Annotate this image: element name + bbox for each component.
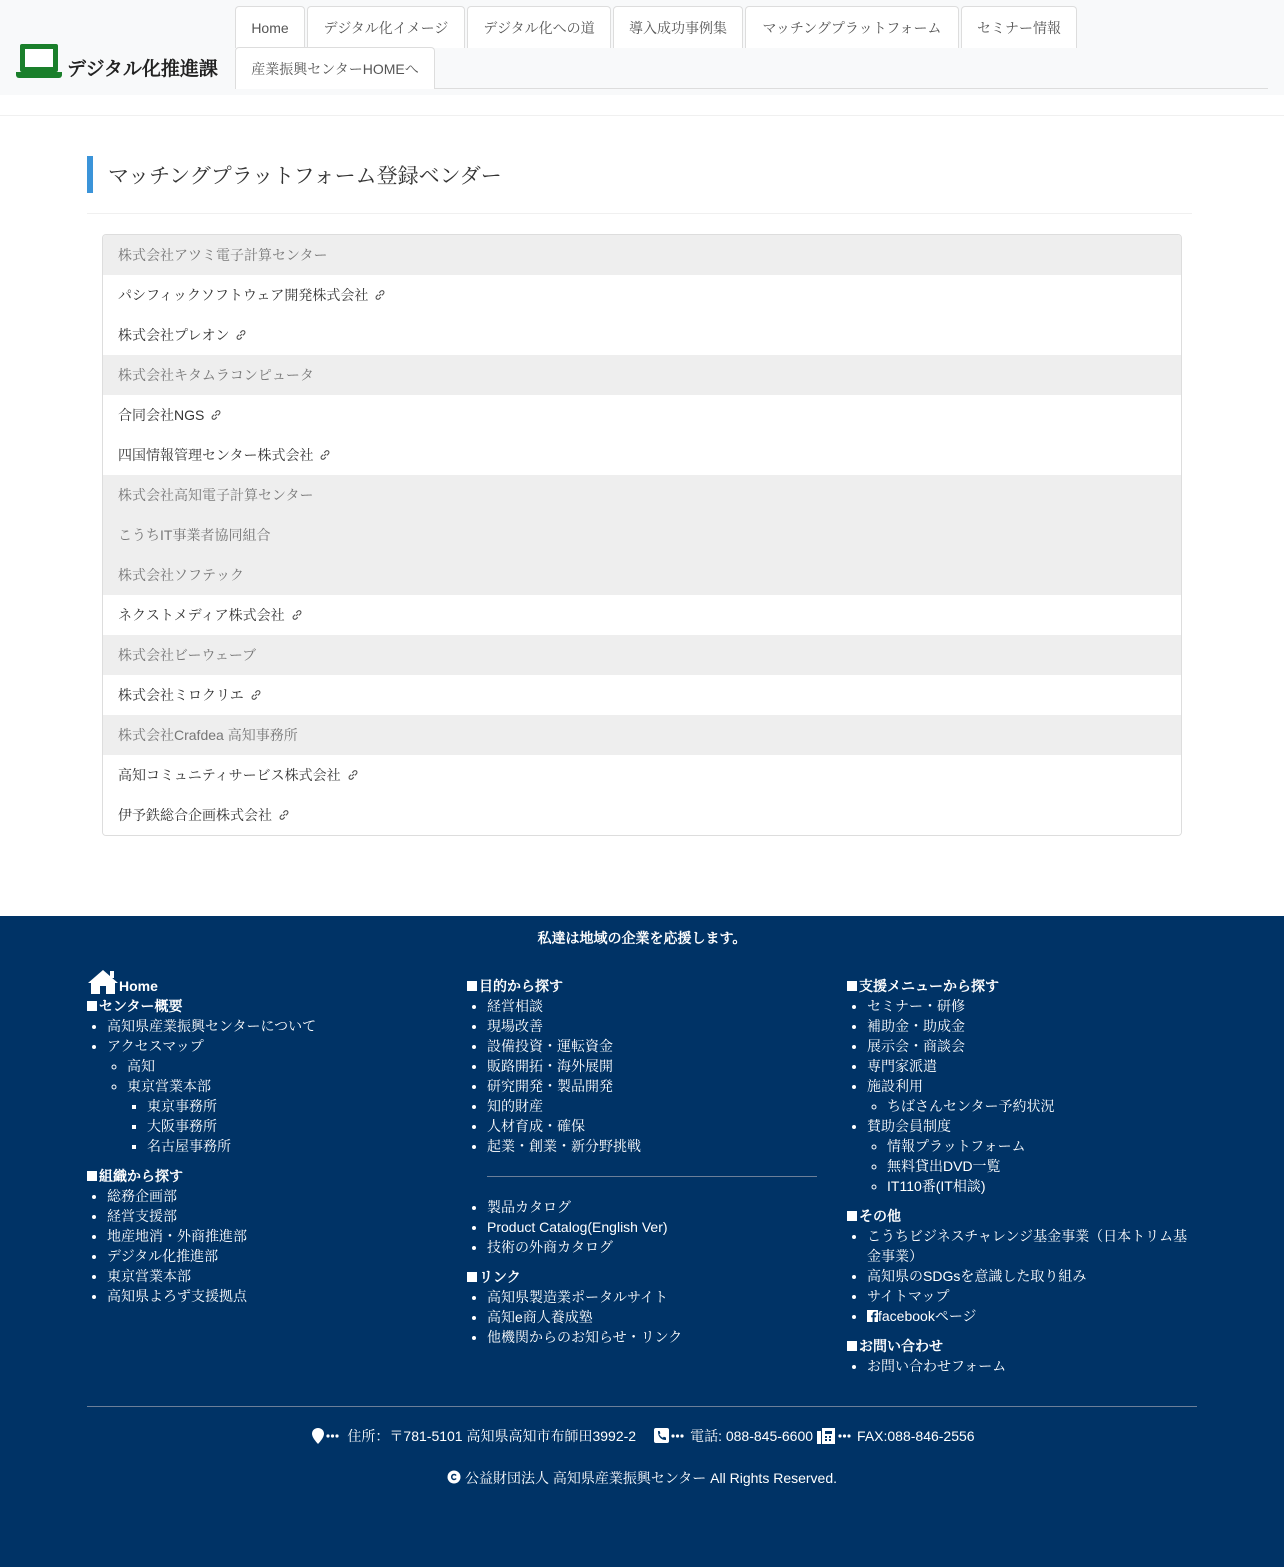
- footer-link-access[interactable]: • アクセスマップ ◦ 高知 ◦ 東京営業本部 ▪ 東京事務所 ▪ 大阪事務所 ▪ 名古屋事務所: [107, 1036, 447, 1156]
- footer-divider: [87, 1406, 1197, 1407]
- vendor-name: 株式会社プレオン: [118, 327, 230, 343]
- site-footer: [0, 916, 1284, 1567]
- main-nav: [235, 6, 1268, 89]
- footer-link-tokyo-office[interactable]: ▪ 東京事務所: [147, 1096, 447, 1116]
- external-link-icon: [347, 769, 359, 781]
- footer-home-link[interactable]: [87, 968, 447, 996]
- footer-link-osaka-office[interactable]: ▪ 大阪事務所: [147, 1116, 447, 1136]
- catalog-list: [467, 1197, 827, 1257]
- vendor-name: 株式会社ソフテック: [118, 567, 244, 583]
- org-list: [87, 1186, 447, 1306]
- brand-logo[interactable]: [16, 42, 218, 80]
- footer-link-org[interactable]: • 高知県よろず支援拠点: [107, 1286, 447, 1306]
- footer-link-exhibition[interactable]: • 展示会・商談会: [867, 1036, 1197, 1056]
- map-pin-icon: [311, 1427, 339, 1445]
- square-bullet-icon: [467, 1272, 477, 1282]
- vendor-name: こうちIT事業者協同組合: [118, 527, 271, 543]
- footer-link-contact-form[interactable]: • お問い合わせフォーム: [867, 1356, 1197, 1376]
- footer-link-catalog[interactable]: • Product Catalog(English Ver): [487, 1217, 827, 1237]
- facebook-icon: [867, 1310, 878, 1322]
- fax-icon: [817, 1427, 851, 1445]
- vendor-item: [103, 715, 1181, 755]
- vendor-item[interactable]: [103, 755, 1181, 795]
- square-bullet-icon: [87, 1001, 97, 1011]
- footer-column-support: [847, 976, 1197, 1376]
- vendor-item: [103, 635, 1181, 675]
- footer-link-it110[interactable]: ◦ IT110番(IT相談): [887, 1176, 1197, 1196]
- footer-link-facility[interactable]: • 施設利用 ◦ ちばさんセンター予約状況: [867, 1076, 1197, 1116]
- vendor-name: 株式会社ミロクリエ: [118, 687, 244, 703]
- footer-column-purpose: [467, 976, 827, 1347]
- footer-link-purpose[interactable]: • 人材育成・確保: [487, 1116, 827, 1136]
- vendor-item: [103, 235, 1181, 275]
- footer-link-sdgs[interactable]: • 高知県のSDGsを意識した取り組み: [867, 1266, 1197, 1286]
- copyright: [0, 1468, 1284, 1488]
- site-header: [0, 0, 1284, 95]
- footer-link-catalog[interactable]: • 技術の外商カタログ: [487, 1237, 827, 1257]
- vendor-item[interactable]: [103, 795, 1181, 835]
- tab-seminar[interactable]: セミナー情報: [961, 6, 1077, 48]
- footer-link-info-platform[interactable]: ◦ 情報プラットフォーム: [887, 1136, 1197, 1156]
- vendor-name: 合同会社NGS: [118, 407, 205, 423]
- square-bullet-icon: [467, 981, 477, 991]
- vendor-name: 株式会社高知電子計算センター: [118, 487, 314, 503]
- footer-tagline: 私達は地域の企業を応援します。: [537, 930, 747, 946]
- footer-home-label: Home: [119, 978, 158, 994]
- tab-center-home[interactable]: 産業振興センターHOMEへ: [235, 47, 435, 89]
- vendor-name: パシフィックソフトウェア開発株式会社: [118, 287, 369, 303]
- footer-link-purpose[interactable]: • 研究開発・製品開発: [487, 1076, 827, 1096]
- external-link-icon: [235, 329, 247, 341]
- square-bullet-icon: [87, 1171, 97, 1181]
- footer-link-external[interactable]: • 高知県製造業ポータルサイト: [487, 1287, 827, 1307]
- vendor-name: 株式会社ビーウェーブ: [118, 647, 257, 663]
- copyright-icon: [447, 1470, 461, 1487]
- vendor-name: 高知コミュニティサービス株式会社: [118, 767, 341, 783]
- vendor-name: 株式会社キタムラコンピュータ: [118, 367, 314, 383]
- footer-link-seminar[interactable]: • セミナー・研修: [867, 996, 1197, 1016]
- footer-link-challenge-fund[interactable]: • こうちビジネスチャレンジ基金事業（日本トリム基金事業）: [867, 1226, 1197, 1266]
- footer-link-expert[interactable]: • 専門家派遣: [867, 1056, 1197, 1076]
- vendor-list: [102, 234, 1182, 836]
- footer-link-dvd-list[interactable]: ◦ 無料貸出DVD一覧: [887, 1156, 1197, 1176]
- vendor-name: 伊予鉄総合企画株式会社: [118, 807, 272, 823]
- footer-column-divider: [487, 1176, 817, 1177]
- purpose-list: [467, 996, 827, 1156]
- external-link-icon: [210, 409, 222, 421]
- tab-road-to-digital[interactable]: デジタル化への道: [467, 6, 611, 48]
- footer-link-org[interactable]: • 経営支援部: [107, 1206, 447, 1226]
- footer-link-sitemap[interactable]: • サイトマップ: [867, 1286, 1197, 1306]
- contact-heading: お問い合わせ: [847, 1336, 1197, 1356]
- footer-column-center: [87, 976, 447, 1306]
- vendor-item[interactable]: [103, 675, 1181, 715]
- address-text: 住所：〒781-5101 高知県高知市布師田3992-2: [347, 1428, 637, 1444]
- title-divider: [87, 213, 1192, 214]
- footer-link-tokyo-hq[interactable]: ◦ 東京営業本部 ▪ 東京事務所 ▪ 大阪事務所 ▪ 名古屋事務所: [127, 1076, 447, 1156]
- footer-link-catalog[interactable]: • 製品カタログ: [487, 1197, 827, 1217]
- home-icon: [87, 968, 119, 996]
- vendor-name: 株式会社アツミ電子計算センター: [118, 247, 328, 263]
- footer-link-org[interactable]: • 東京営業本部: [107, 1266, 447, 1286]
- links-list: [467, 1287, 827, 1347]
- vendor-item[interactable]: [103, 315, 1181, 355]
- links-heading: リンク: [467, 1267, 827, 1287]
- purpose-heading: 目的から探す: [467, 976, 827, 996]
- footer-link-purpose[interactable]: • 現場改善: [487, 1016, 827, 1036]
- vendor-item[interactable]: [103, 595, 1181, 635]
- phone-icon: [654, 1427, 684, 1445]
- vendor-name: 株式会社Crafdea 高知事務所: [118, 727, 298, 743]
- tab-home[interactable]: Home: [235, 6, 305, 48]
- footer-link-external[interactable]: • 他機関からのお知らせ・リンク: [487, 1327, 827, 1347]
- fax-text: FAX:088-846-2556: [857, 1428, 975, 1444]
- vendor-item[interactable]: [103, 435, 1181, 475]
- footer-link-purpose[interactable]: • 知的財産: [487, 1096, 827, 1116]
- footer-link-org[interactable]: • デジタル化推進部: [107, 1246, 447, 1266]
- tab-success-cases[interactable]: 導入成功事例集: [613, 6, 743, 48]
- support-heading: 支援メニューから探す: [847, 976, 1197, 996]
- footer-link-purpose[interactable]: • 販路開拓・海外展開: [487, 1056, 827, 1076]
- footer-link-subsidy[interactable]: • 補助金・助成金: [867, 1016, 1197, 1036]
- footer-link-purpose[interactable]: • 設備投資・運転資金: [487, 1036, 827, 1056]
- org-heading: 組織から探す: [87, 1166, 447, 1186]
- square-bullet-icon: [847, 981, 857, 991]
- vendor-item[interactable]: [103, 395, 1181, 435]
- page-title-block: [87, 156, 502, 193]
- external-link-icon: [319, 449, 331, 461]
- footer-link-facebook[interactable]: • facebookページ: [867, 1306, 1197, 1326]
- footer-link-nagoya-office[interactable]: ▪ 名古屋事務所: [147, 1136, 447, 1156]
- footer-link-member[interactable]: • 賛助会員制度 ◦ 情報プラットフォーム ◦ 無料貸出DVD一覧 ◦ IT110番(IT相談): [867, 1116, 1197, 1196]
- footer-link-purpose[interactable]: • 起業・創業・新分野挑戦: [487, 1136, 827, 1156]
- tab-digital-image[interactable]: デジタル化イメージ: [307, 6, 465, 48]
- external-link-icon: [250, 689, 262, 701]
- vendor-name: ネクストメディア株式会社: [118, 607, 285, 623]
- page-title: マッチングプラットフォーム登録ベンダー: [108, 164, 502, 188]
- vendor-item: [103, 555, 1181, 595]
- footer-link-org[interactable]: • 地産地消・外商推進部: [107, 1226, 447, 1246]
- footer-link-facility-reservation[interactable]: ◦ ちばさんセンター予約状況: [887, 1096, 1197, 1116]
- brand-title: デジタル化推進課: [67, 58, 218, 80]
- vendor-item: [103, 475, 1181, 515]
- footer-link-external[interactable]: • 高知e商人養成塾: [487, 1307, 827, 1327]
- contact-info: [0, 1426, 1284, 1446]
- external-link-icon: [291, 609, 303, 621]
- external-link-icon: [374, 289, 386, 301]
- vendor-item: [103, 515, 1181, 555]
- vendor-name: 四国情報管理センター株式会社: [118, 447, 314, 463]
- square-bullet-icon: [847, 1341, 857, 1351]
- main-divider: [0, 115, 1284, 116]
- footer-link-org[interactable]: • 総務企画部: [107, 1186, 447, 1206]
- other-heading: その他: [847, 1206, 1197, 1226]
- center-heading: センター概要: [87, 996, 447, 1016]
- phone-text: 電話: 088-845-6600: [690, 1428, 814, 1444]
- vendor-item[interactable]: [103, 275, 1181, 315]
- tab-matching-platform[interactable]: マッチングプラットフォーム: [745, 6, 959, 48]
- external-link-icon: [278, 809, 290, 821]
- laptop-icon: [16, 43, 62, 79]
- footer-link-about[interactable]: • 高知県産業振興センターについて: [107, 1016, 447, 1036]
- copyright-text: 公益財団法人 高知県産業振興センター All Rights Reserved.: [464, 1470, 838, 1486]
- footer-link-kochi[interactable]: ◦ 高知: [127, 1056, 447, 1076]
- square-bullet-icon: [847, 1211, 857, 1221]
- vendor-item: [103, 355, 1181, 395]
- footer-link-purpose[interactable]: • 経営相談: [487, 996, 827, 1016]
